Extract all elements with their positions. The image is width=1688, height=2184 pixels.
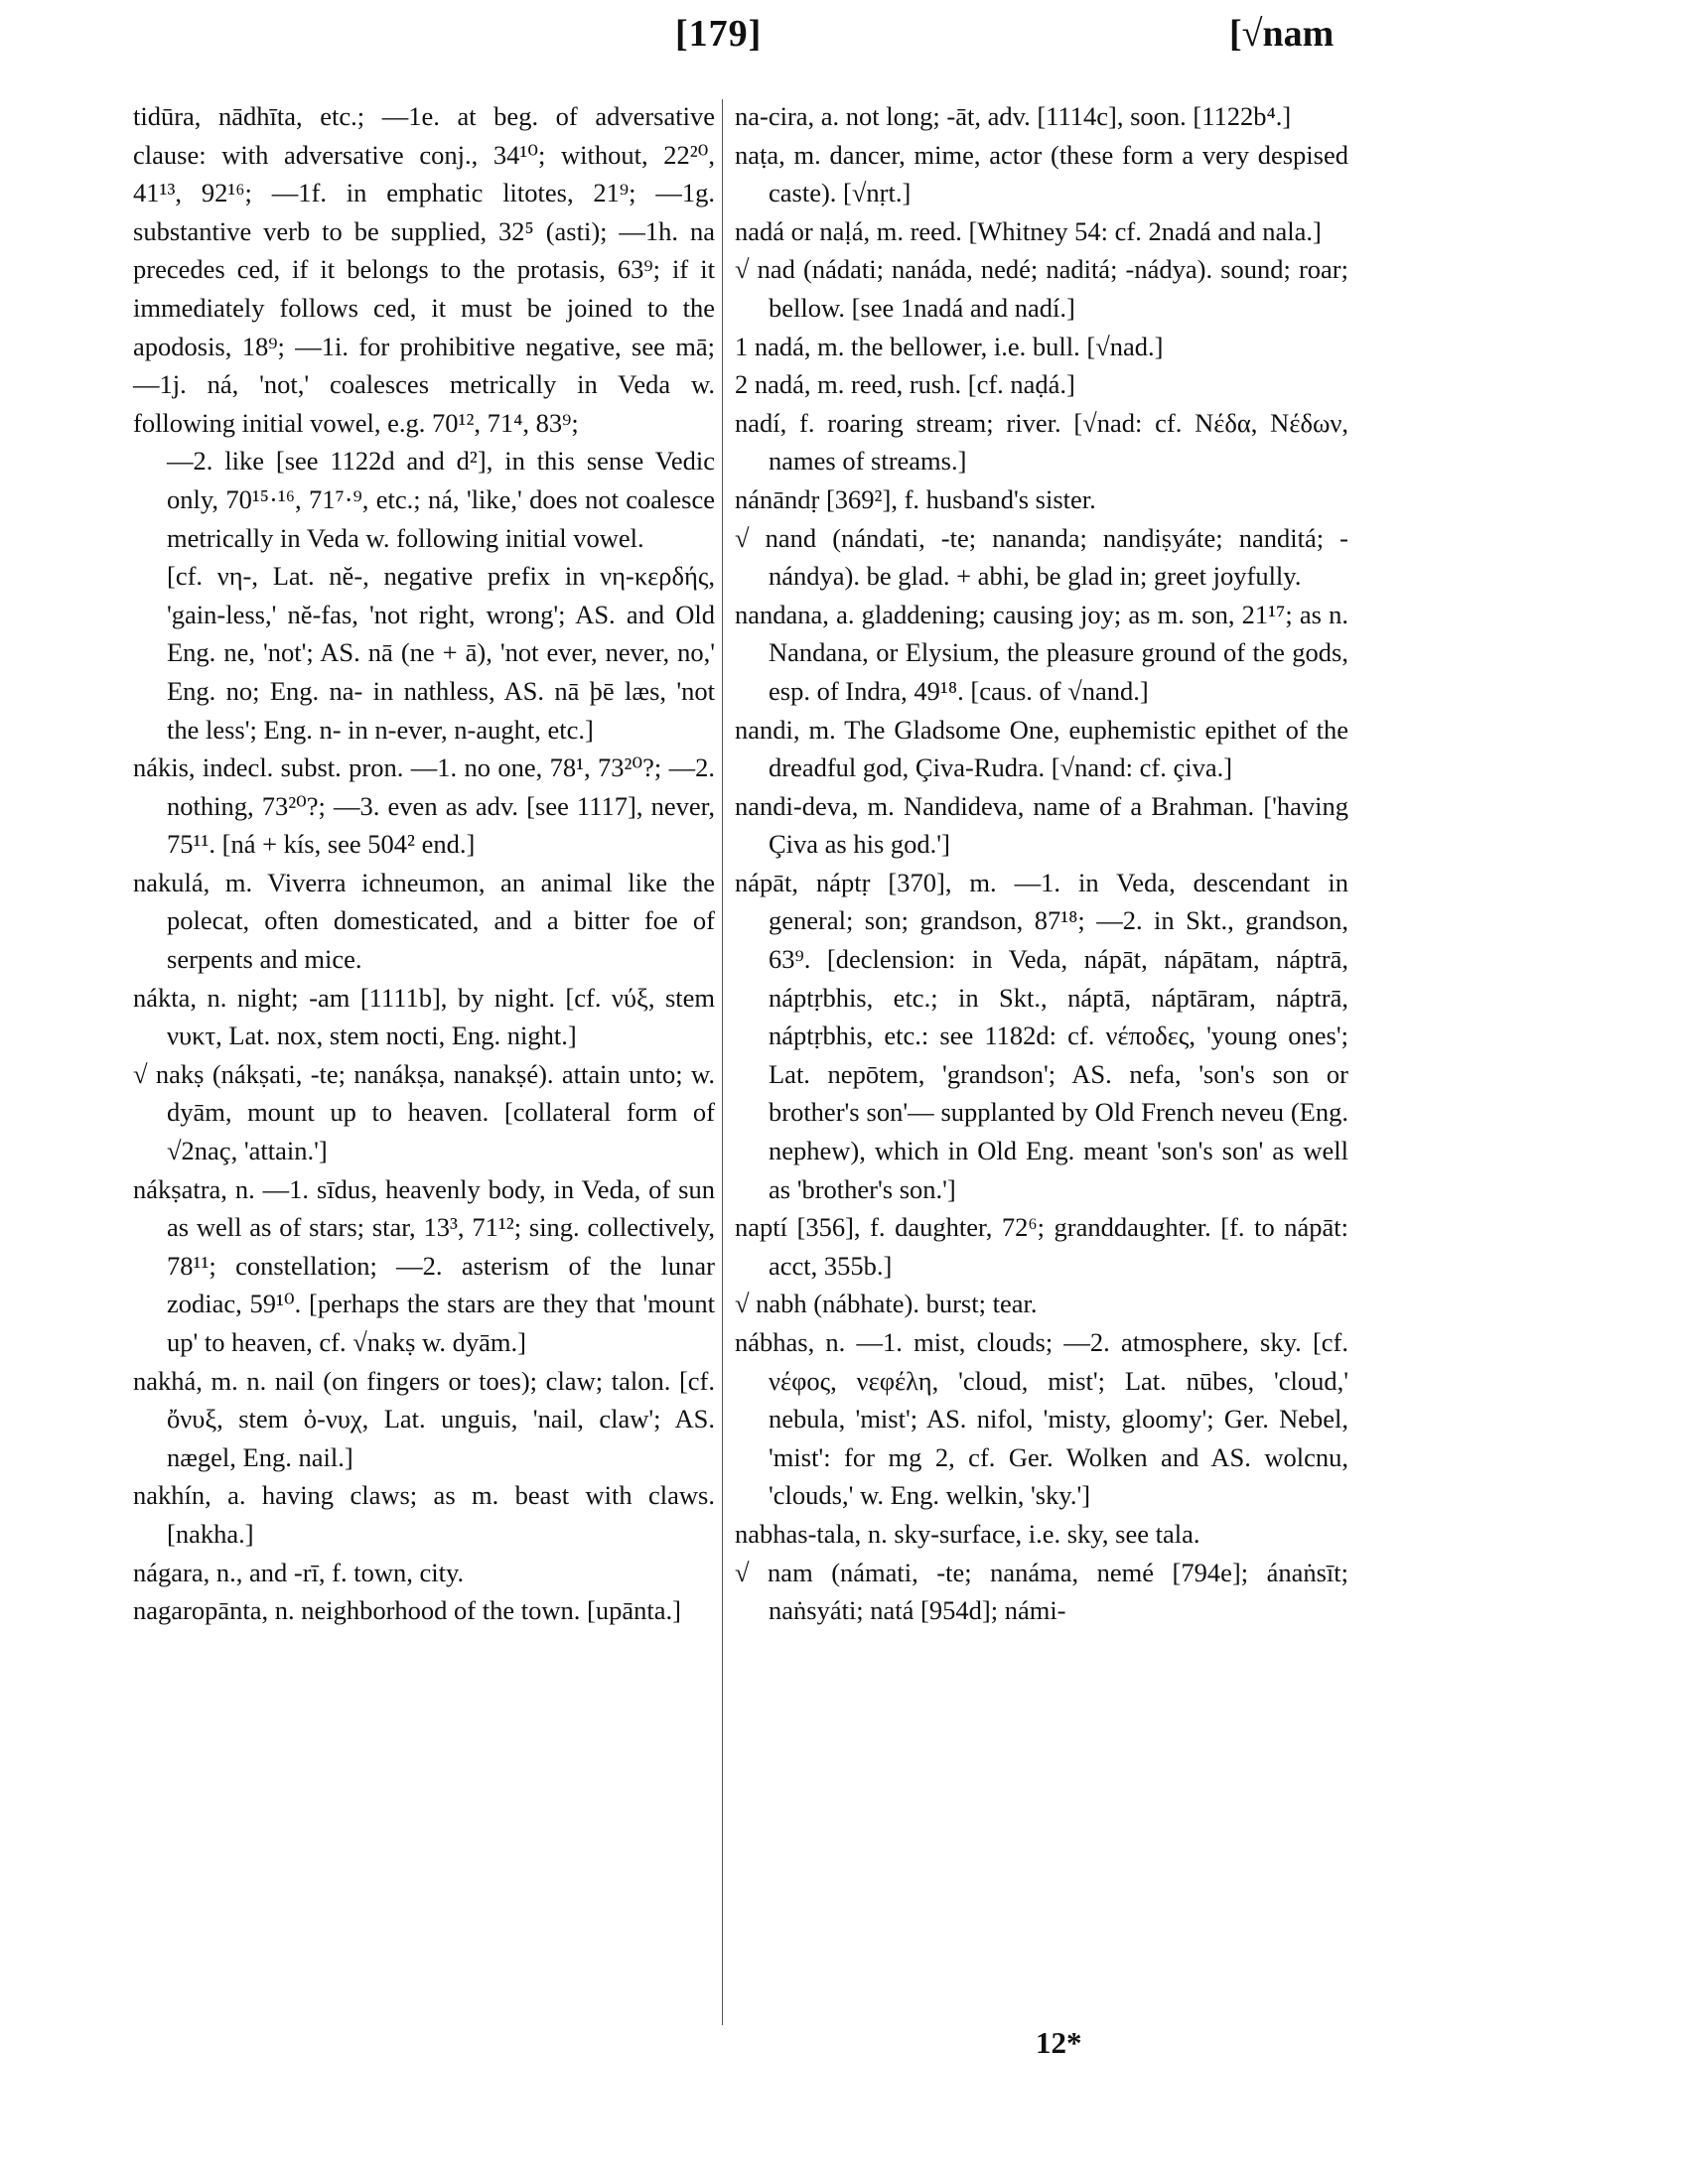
dictionary-entry: nápāt, náptṛ [370], m. —1. in Veda, descendant in general; son; grandson, 87¹⁸; —2. in Skt., grandson, 63⁹. [declension: in Veda, nápāt, nápātam, náptrā, náptṛbhis, etc.; in Skt., náptā, náptāram, náptrā, náptṛbhis, etc.: see 1182d: cf. νέποδες, 'young ones'; Lat. nepōtem, 'grandson'; AS. nefa, 'son's son or brother's son'— supplanted by Old French neveu (Eng. nephew), which in Old Eng. meant 'son's son' as well as 'brother's son.'] xyxy=(735,867,1348,1204)
dictionary-entry: nakhín, a. having claws; as m. beast with claws. [nakha.] xyxy=(133,1480,715,1549)
dictionary-entry: naptí [356], f. daughter, 72⁶; granddaughter. [f. to nápāt: acct, 355b.] xyxy=(735,1212,1348,1281)
dictionary-entry: nadá or naḷá, m. reed. [Whitney 54: cf. 2nadá and nala.] xyxy=(735,215,1322,246)
dictionary-entry: nabhas-tala, n. sky-surface, i.e. sky, see tala. xyxy=(735,1518,1200,1549)
dictionary-entry: nakhá, m. n. nail (on fingers or toes); claw; talon. [cf. ὄνυξ, stem ὀ-νυχ, Lat. unguis, 'nail, claw'; AS. nægel, Eng. nail.] xyxy=(133,1365,715,1472)
signature-mark: 12* xyxy=(1036,2025,1082,2060)
dictionary-entry: 1 nadá, m. the bellower, i.e. bull. [√nad.] xyxy=(735,331,1164,361)
entry-continuation: tidūra, nādhīta, etc.; —1e. at beg. of adversative clause: with adversative conj., 34¹⁰; without, 22²⁰, 41¹³, 92¹⁶; —1f. in emphatic litotes, 21⁹; —1g. substantive verb to be supplied, 32⁵ (asti); —1h. na precedes ced, if it belongs to the protasis, 63⁹; if it immediately follows ced, it must be joined to the apodosis, 18⁹; —1i. for prohibitive negative, see mā; —1j. ná, 'not,' coalesces metrically in Veda w. following initial vowel, e.g. 70¹², 71⁴, 83⁹; xyxy=(133,101,715,438)
running-head: [√nam xyxy=(1229,13,1335,55)
dictionary-entry: 2 nadá, m. reed, rush. [cf. naḍá.] xyxy=(735,369,1075,400)
dictionary-entry: nandana, a. gladdening; causing joy; as m. son, 21¹⁷; as n. Nandana, or Elysium, the pleasure ground of the gods, esp. of Indra, 49¹⁸. [caus. of √nand.] xyxy=(735,599,1348,706)
page-number: [179] xyxy=(675,13,763,55)
dictionary-entry: nadí, f. roaring stream; river. [√nad: cf. Νέδα, Νέδων, names of streams.] xyxy=(735,407,1348,477)
page-header xyxy=(0,4,1688,64)
dictionary-entry: nánāndṛ [369²], f. husband's sister. xyxy=(735,483,1096,514)
dictionary-entry: nákis, indecl. subst. pron. —1. no one, 78¹, 73²⁰?; —2. nothing, 73²⁰?; —3. even as adv. [see 1117], never, 75¹¹. [ná + kís, see 504² end.] xyxy=(133,752,715,860)
column-divider xyxy=(722,99,723,2025)
dictionary-entry: nágara, n., and -rī, f. town, city. xyxy=(133,1557,465,1587)
dictionary-entry: na-cira, a. not long; -āt, adv. [1114c], soon. [1122b⁴.] xyxy=(735,101,1292,131)
dictionary-entry: √ nand (nándati, -te; nananda; nandiṣyáte; nanditá; -nándya). be glad. + abhi, be glad in; greet joyfully. xyxy=(735,522,1348,592)
entry-sense: —2. like [see 1122d and d²], in this sense Vedic only, 70¹⁵·¹⁶, 71⁷·⁹, etc.; ná, 'like,' does not coalesce metrically in Veda w. following initial vowel. xyxy=(167,446,715,553)
dictionary-entry: √ nam (námati, -te; nanáma, nemé [794e]; ánaṅsīt; naṅsyáti; natá [954d]; námi- xyxy=(735,1557,1348,1626)
dictionary-entry: √ nakṣ (nákṣati, -te; nanákṣa, nanakṣé). attain unto; w. dyām, mount up to heaven. [collateral form of √2naç, 'attain.'] xyxy=(133,1058,715,1166)
left-column xyxy=(133,97,715,1630)
dictionary-entry: nákta, n. night; -am [1111b], by night. [cf. νύξ, stem νυκτ, Lat. nox, stem nocti, Eng. night.] xyxy=(133,982,715,1051)
dictionary-entry: nábhas, n. —1. mist, clouds; —2. atmosphere, sky. [cf. νέφος, νεφέλη, 'cloud, mist'; Lat. nūbes, 'cloud,' nebula, 'mist'; AS. nifol, 'misty, gloomy'; Ger. Nebel, 'mist': for mg 2, cf. Ger. Wolken and AS. wolcnu, 'clouds,' w. Eng. welkin, 'sky.'] xyxy=(735,1327,1348,1511)
dictionary-entry: nandi-deva, m. Nandideva, name of a Brahman. ['having Çiva as his god.'] xyxy=(735,790,1348,860)
dictionary-entry: nákṣatra, n. —1. sīdus, heavenly body, in Veda, of sun as well as of stars; star, 13³, 71¹²; sing. collectively, 78¹¹; constellation; —2. asterism of the lunar zodiac, 59¹⁰. [perhaps the stars are they that 'mount up' to heaven, cf. √nakṣ w. dyām.] xyxy=(133,1173,715,1357)
entry-etymology: [cf. νη-, Lat. nĕ-, negative prefix in νη-κερδής, 'gain-less,' nĕ-fas, 'not right, wrong'; AS. and Old Eng. ne, 'not'; AS. nā (ne + ā), 'not ever, never, no,' Eng. no; Eng. na- in nathless, AS. nā þē læs, 'not the less'; Eng. n- in n-ever, n-aught, etc.] xyxy=(167,561,715,745)
dictionary-entry: √ nabh (nábhate). burst; tear. xyxy=(735,1289,1038,1319)
dictionary-entry: nagaropānta, n. neighborhood of the town. [upānta.] xyxy=(133,1595,681,1626)
dictionary-entry: nandi, m. The Gladsome One, euphemistic epithet of the dreadful god, Çiva-Rudra. [√nand: cf. çiva.] xyxy=(735,714,1348,783)
dictionary-entry: √ nad (nádati; nanáda, nedé; naditá; -nádya). sound; roar; bellow. [see 1nadá and nadí.] xyxy=(735,254,1348,323)
right-column xyxy=(735,97,1348,1630)
dictionary-entry: naṭa, m. dancer, mime, actor (these form a very despised caste). [√nṛt.] xyxy=(735,139,1348,208)
dictionary-entry: nakulá, m. Viverra ichneumon, an animal like the polecat, often domesticated, and a bitter foe of serpents and mice. xyxy=(133,867,715,975)
